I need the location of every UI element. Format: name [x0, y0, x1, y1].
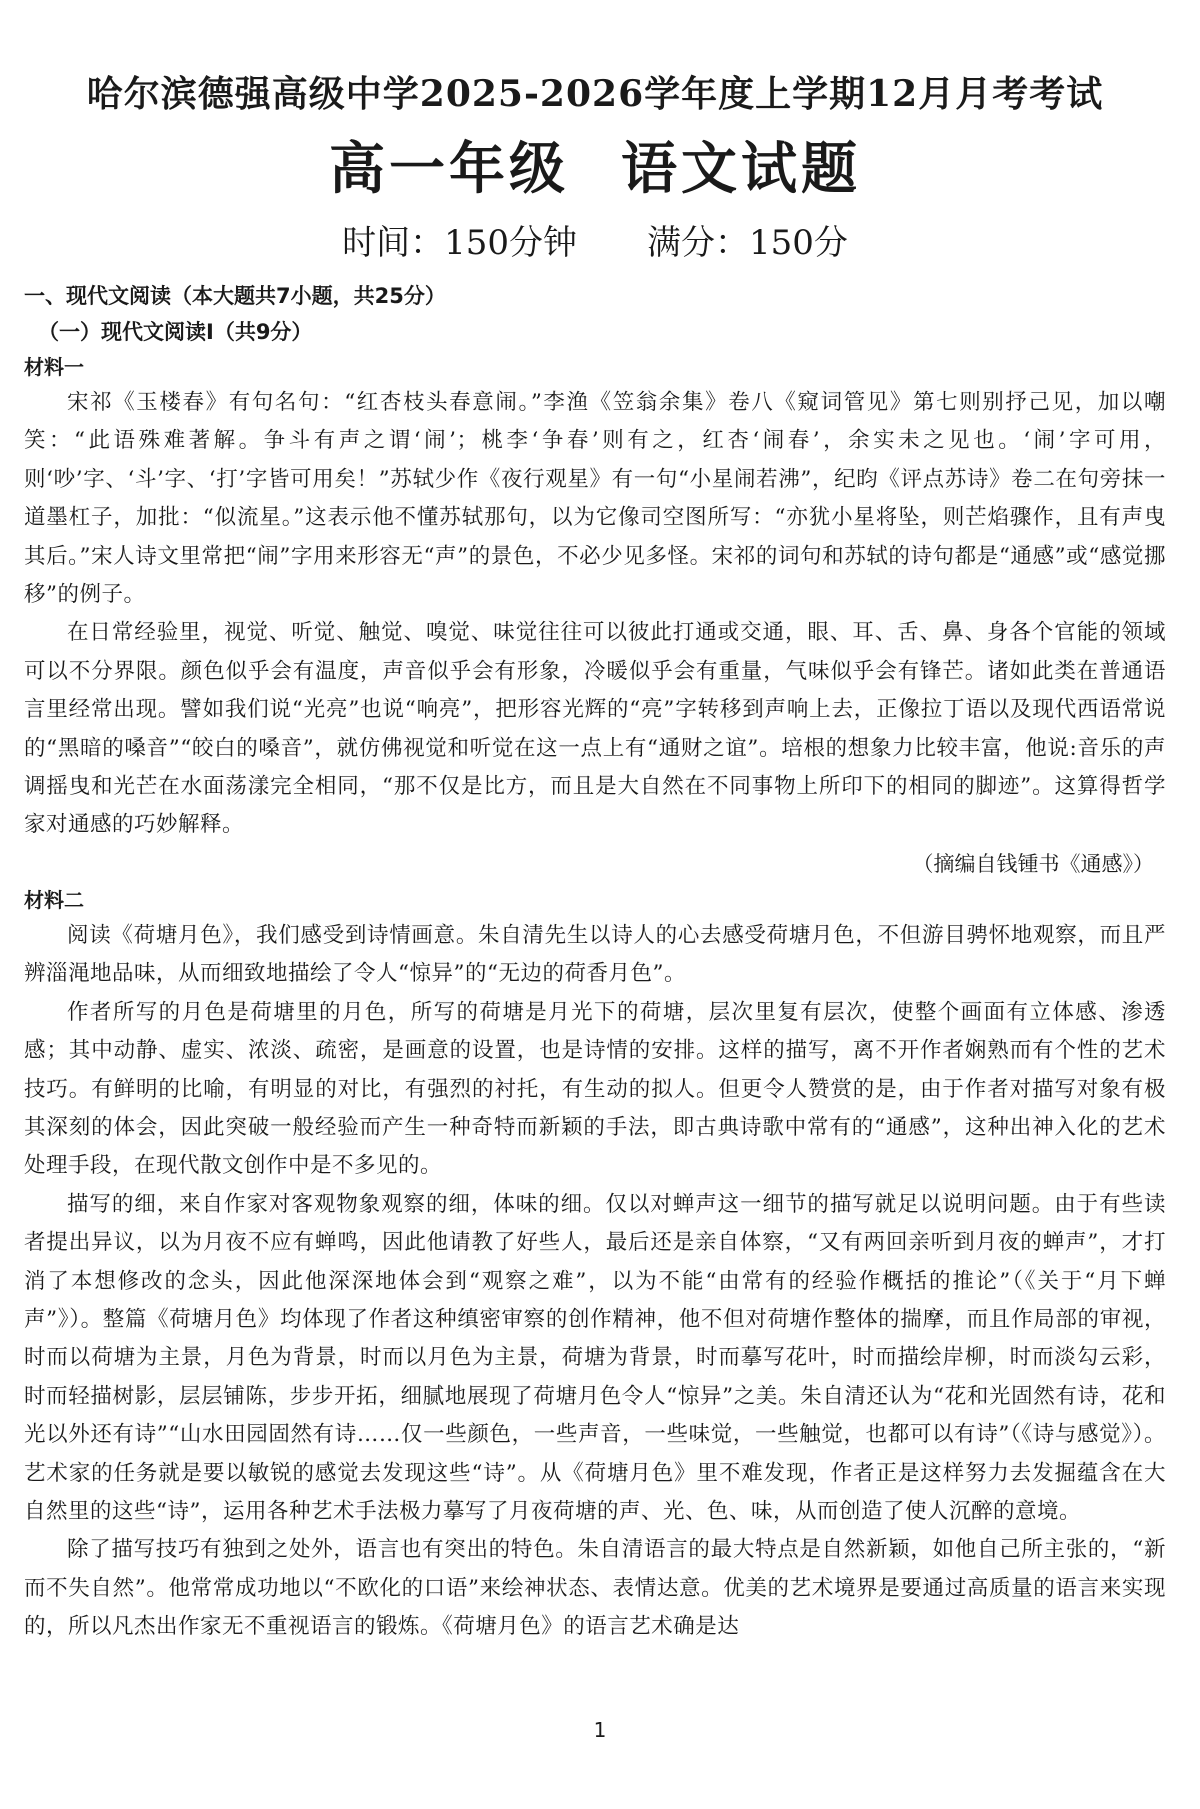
material-one-paragraph: 在日常经验里，视觉、听觉、触觉、嗅觉、味觉往往可以彼此打通或交通，眼、耳、舌、鼻、身各个官能的领域可以不分界限。颜色似乎会有温度，声音似乎会有形象，冷暖似乎会有重量，气味似乎会有锋芒。诸如此类在普通语言里经常出现。譬如我们说“光亮”也说“响亮”，把形容光辉的“亮”字转移到声响上去，正像拉丁语以及现代西语常说的“黑暗的嗓音”“皎白的嗓音”，就仿佛视觉和听觉在这一点上有“通财之谊”。培根的想象力比较丰富，他说:音乐的声调摇曳和光芒在水面荡漾完全相同，“那不仅是比方，而且是大自然在不同事物上所印下的相同的脚迹”。这算得哲学家对通感的巧妙解释。 — [24, 620, 1166, 838]
exam-title — [24, 134, 1166, 204]
page-number: 1 — [593, 1718, 607, 1742]
time-label: 时间：150分钟 — [342, 223, 577, 263]
material-two-paragraph: 作者所写的月色是荷塘里的月色，所写的荷塘是月光下的荷塘，层次里复有层次，使整个画面有立体感、渗透感；其中动静、虚实、浓淡、疏密，是画意的设置，也是诗情的安排。这样的描写，离不开作者娴熟而有个性的艺术技巧。有鲜明的比喻，有明显的对比，有强烈的衬托，有生动的拟人。但更令人赞赏的是，由于作者对描写对象有极其深刻的体会，因此突破一般经验而产生一种奇特而新颖的手法，即古典诗歌中常有的“通感”，这种出神入化的艺术处理手段，在现代散文创作中是不多见的。 — [24, 999, 1166, 1179]
material-one-label: 材料一 — [24, 355, 84, 379]
material-one-paragraph: 宋祁《玉楼春》有句名句：“红杏枝头春意闹。”李渔《笠翁余集》卷八《窥词管见》第七则别抒己见，加以嘲笑：“此语殊难著解。争斗有声之谓‘闹’；桃李‘争春’则有之，红杏‘闹春’，余实未之见也。‘闹’字可用，则‘吵’字、‘斗’字、‘打’字皆可用矣！”苏轼少作《夜行观星》有一句“小星闹若沸”，纪昀《评点苏诗》卷二在句旁抹一道墨杠子，加批：“似流星。”这表示他不懂苏轼那句，以为它像司空图所写：“亦犹小星将坠，则芒焰骤作，且有声曳其后。”宋人诗文里常把“闹”字用来形容无“声”的景色，不必少见多怪。宋祁的词句和苏轼的诗句都是“通感”或“感觉挪移”的例子。 — [24, 390, 1166, 608]
material-two-paragraph: 除了描写技巧有独到之处外，语言也有突出的特色。朱自清语言的最大特点是自然新颖，如他自己所主张的，“新而不失自然”。他常常成功地以“不欧化的口语”来绘神状态、表情达意。优美的艺术境界是要通过高质量的语言来实现的，所以凡杰出作家无不重视语言的锻炼。《荷塘月色》的语言艺术确是达 — [24, 1537, 1166, 1640]
section-heading: 一、现代文阅读（本大题共7小题，共25分） — [24, 284, 446, 308]
school-title: 哈尔滨德强高级中学2025-2026学年度上学期12月月考考试 — [86, 73, 1104, 115]
exam-meta — [24, 218, 1166, 268]
material-two-label: 材料二 — [24, 887, 84, 912]
material-two-paragraph: 描写的细，来自作家对客观物象观察的细，体味的细。仅以对蝉声这一细节的描写就足以说明问题。由于有些读者提出异议，以为月夜不应有蝉鸣，因此他请教了好些人，最后还是亲自体察，“又有两回亲听到月夜的蝉声”，才打消了本想修改的念头，因此他深深地体会到“观察之难”，以为不能“由常有的经验作概括的推论”（《关于“月下蝉声”》）。整篇《荷塘月色》均体现了作者这种缜密审察的创作精神，他不但对荷塘作整体的揣摩，而且作局部的审视，时而以荷塘为主景，月色为背景，时而以月色为主景，荷塘为背景，时而摹写花叶，时而描绘岸柳，时而淡勾云彩，时而轻描树影，层层铺陈，步步开拓，细腻地展现了荷塘月色令人“惊异”之美。朱自清还认为“花和光固然有诗，花和光以外还有诗”“山水田园固然有诗……仅一些颜色，一些声音，一些味觉，一些触觉，也都可以有诗”（《诗与感觉》）。艺术家的任务就是要以敏锐的感觉去发现这些“诗”。从《荷塘月色》里不难发现，作者正是这样努力去发掘蕴含在大自然里的这些“诗”，运用各种艺术手法极力摹写了月夜荷塘的声、光、色、味，从而创造了使人沉醉的意境。 — [24, 1191, 1166, 1524]
material-two-paragraph: 阅读《荷塘月色》，我们感受到诗情画意。朱自清先生以诗人的心去感受荷塘月色，不但游目骋怀地观察，而且严辨淄渑地品味，从而细致地描绘了令人“惊异”的“无边的荷香月色”。 — [24, 922, 1166, 987]
sub-section-heading: （一）现代文阅读Ⅰ（共9分） — [38, 320, 313, 344]
material-one-source: （摘编自钱锺书《通感》） — [912, 851, 1154, 876]
subject-label: 语文试题 — [621, 136, 861, 202]
score-label: 满分：150分 — [647, 223, 848, 263]
grade-label: 高一年级 — [329, 136, 569, 202]
